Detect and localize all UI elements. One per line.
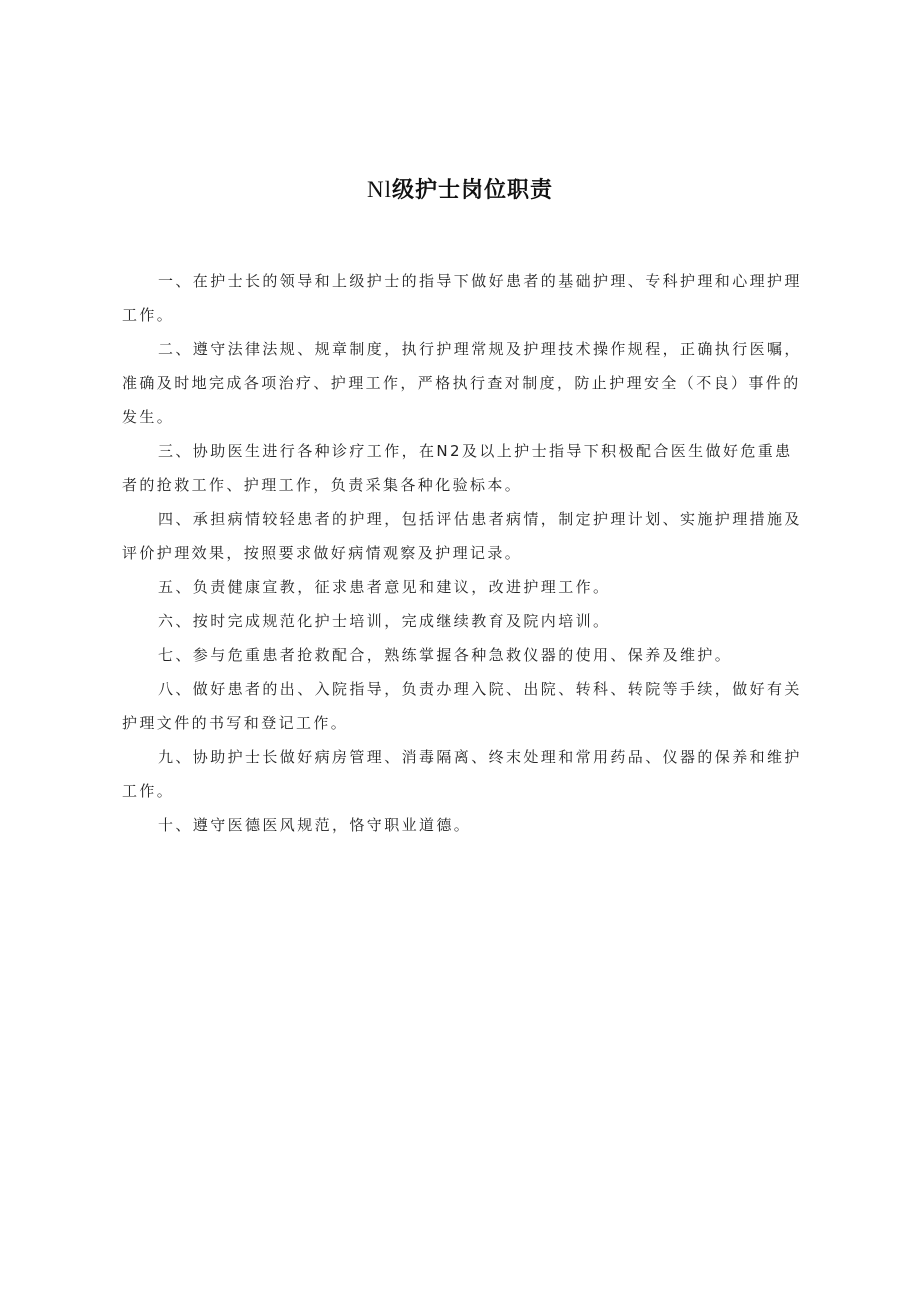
duty-item-10: 十、遵守医德医风规范，恪守职业道德。 xyxy=(158,816,472,834)
duty-item-5: 五、负责健康宣教，征求患者意见和建议，改进护理工作。 xyxy=(158,578,611,596)
document-title-text: 级护士岗位职责 xyxy=(391,178,553,203)
document-body xyxy=(122,264,808,842)
duty-item-6: 六、按时完成规范化护士培训，完成继续教育及院内培训。 xyxy=(158,612,611,630)
duty-item-4: 四、承担病情较轻患者的护理，包括评估患者病情，制定护理计划、实施护理措施及评价护理效果，按照要求做好病情观察及护理记录。 xyxy=(122,510,802,562)
duty-item-3: 三、协助医生进行各种诊疗工作，在N2及以上护士指导下积极配合医生做好危重患者的抢救工作、护理工作，负责采集各种化验标本。 xyxy=(122,442,793,494)
duty-item-2: 二、遵守法律法规、规章制度，执行护理常规及护理技术操作规程，正确执行医嘱，准确及时地完成各项治疗、护理工作，严格执行查对制度，防止护理安全（不良）事件的发生。 xyxy=(122,340,802,426)
document-title xyxy=(0,174,920,207)
document-title-prefix: Nl xyxy=(366,177,392,202)
duty-item-9: 九、协助护士长做好病房管理、消毒隔离、终末处理和常用药品、仪器的保养和维护工作。 xyxy=(122,748,802,800)
duty-item-7: 七、参与危重患者抢救配合，熟练掌握各种急救仪器的使用、保养及维护。 xyxy=(158,646,733,664)
duty-item-1: 一、在护士长的领导和上级护士的指导下做好患者的基础护理、专科护理和心理护理工作。 xyxy=(122,272,802,324)
duty-item-8: 八、做好患者的出、入院指导，负责办理入院、出院、转科、转院等手续，做好有关护理文件的书写和登记工作。 xyxy=(122,680,802,732)
